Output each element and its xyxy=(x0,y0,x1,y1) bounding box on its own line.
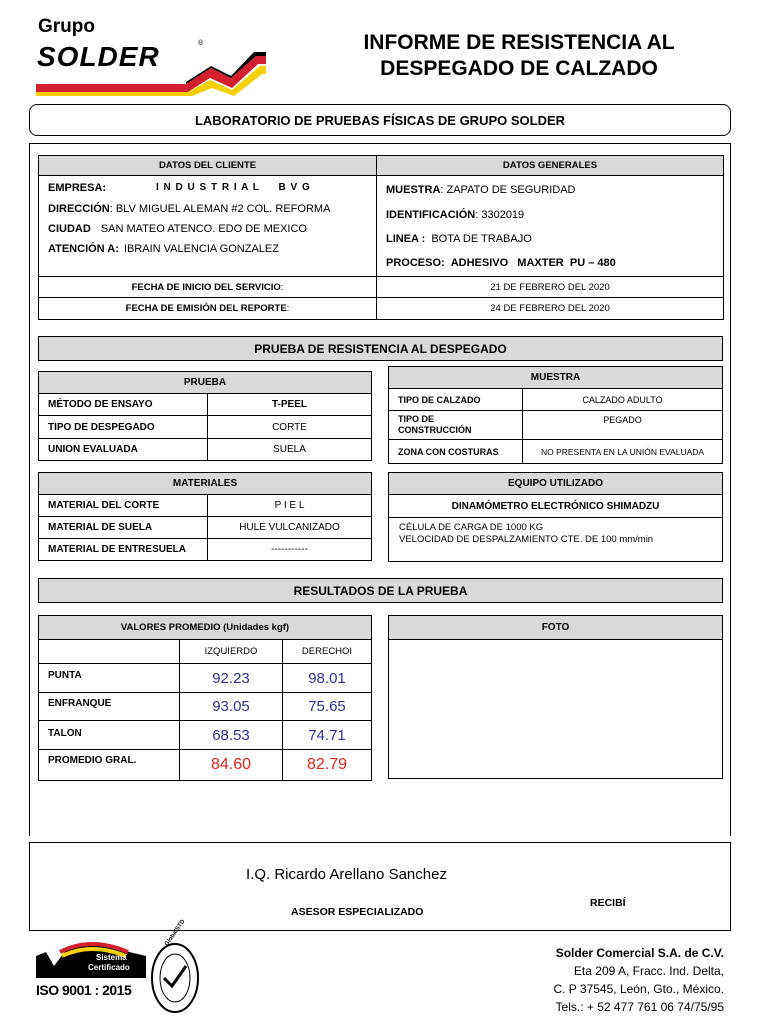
tipo-despegado-value: CORTE xyxy=(272,421,307,433)
direccion-label: DIRECCIÓN xyxy=(48,203,110,215)
muestra-label: MUESTRA xyxy=(386,184,441,196)
material-suela-label: MATERIAL DE SUELA xyxy=(48,522,153,533)
fecha-inicio-value: 21 DE FEBRERO DEL 2020 xyxy=(490,281,610,293)
section-resultados-title: RESULTADOS DE LA PRUEBA xyxy=(293,583,468,598)
signer-name: I.Q. Ricardo Arellano Sanchez xyxy=(246,866,447,883)
company-address1: Eta 209 A, Fracc. Ind. Delta, xyxy=(573,964,724,978)
fecha-emision-label: FECHA DE EMISIÓN DEL REPORTE xyxy=(125,303,287,314)
iso-text: ISO 9001 : 2015 xyxy=(36,982,132,998)
promedio-right-value: 82.79 xyxy=(306,756,348,773)
material-entresuela-value: ----------- xyxy=(271,544,308,555)
materiales-header xyxy=(38,472,372,495)
promedio-left-cell xyxy=(179,749,283,781)
muestra-row-value xyxy=(522,410,723,440)
valores-row-left xyxy=(179,663,283,693)
muestra-header xyxy=(388,366,723,389)
enfranque-label: ENFRANQUE xyxy=(48,698,112,709)
punta-left-value: 92.23 xyxy=(212,669,250,687)
valores-row-right xyxy=(282,720,372,750)
materiales-row-value xyxy=(207,538,372,561)
valores-col-left-header xyxy=(179,639,283,664)
promedio-left-value: 84.60 xyxy=(210,756,252,773)
fecha-emision-label-cell xyxy=(38,297,377,320)
equipo-line1: CÉLULA DE CARGA DE 1000 KG xyxy=(399,522,544,533)
report-title xyxy=(330,30,708,82)
globalstd-seal xyxy=(150,940,200,1016)
muestra-row-label xyxy=(388,439,523,464)
union-evaluada-label: UNION EVALUADA xyxy=(48,444,138,455)
section-despegado-header xyxy=(38,336,723,361)
muestra-value: : ZAPATO DE SEGURIDAD xyxy=(440,184,576,196)
prueba-row-label xyxy=(38,438,208,461)
valores-row-right xyxy=(282,663,372,693)
report-title-line2: DESPEGADO DE CALZADO xyxy=(380,57,658,80)
linea-value: BOTA DE TRABAJO xyxy=(431,233,532,245)
promedio-label-cell xyxy=(38,749,180,781)
materiales-row-label xyxy=(38,516,208,539)
metodo-ensayo-value: T-PEEL xyxy=(271,399,307,410)
empresa-value: I N D U S T R I A L B V G xyxy=(156,182,311,193)
muestra-row-label xyxy=(388,388,523,411)
sistema-text: Sistema xyxy=(96,953,127,962)
signer-role: ASESOR ESPECIALIZADO xyxy=(291,906,424,918)
materiales-row-label xyxy=(38,494,208,517)
material-entresuela-label: MATERIAL DE ENTRESUELA xyxy=(48,544,186,555)
valores-row-left xyxy=(179,720,283,750)
client-header-label: DATOS DEL CLIENTE xyxy=(158,160,257,171)
identificacion-label: IDENTIFICACIÓN xyxy=(386,209,476,221)
report-title-line1: INFORME DE RESISTENCIA AL xyxy=(363,31,675,54)
material-corte-label: MATERIAL DEL CORTE xyxy=(48,500,160,511)
company-name: Solder Comercial S.A. de C.V. xyxy=(555,946,724,960)
punta-right-value: 98.01 xyxy=(308,669,346,687)
client-empresa-row xyxy=(48,182,106,194)
enfranque-left-value: 93.05 xyxy=(212,698,250,715)
fecha-inicio-label: FECHA DE INICIO DEL SERVICIO xyxy=(131,281,281,293)
section-resultados-header xyxy=(38,578,723,603)
fecha-emision-value-cell xyxy=(376,297,724,320)
metodo-ensayo-label: MÉTODO DE ENSAYO xyxy=(48,399,153,410)
general-header-label: DATOS GENERALES xyxy=(502,160,598,171)
company-phone: Tels.: + 52 477 761 06 74/75/95 xyxy=(555,1000,724,1014)
fecha-inicio-label-cell xyxy=(38,276,377,298)
col-derecho-label: DERECHOI xyxy=(301,646,353,657)
proceso-value: ADHESIVO MAXTER PU – 480 xyxy=(450,257,616,269)
equipo-header xyxy=(388,472,723,495)
logo-registered-mark: ® xyxy=(198,40,204,47)
valores-row-label xyxy=(38,720,180,750)
promedio-gral-label: PROMEDIO GRAL. xyxy=(48,755,137,766)
punta-label: PUNTA xyxy=(48,670,82,681)
zona-costuras-value: NO PRESENTA EN LA UNIÓN EVALUADA xyxy=(540,446,705,457)
equipo-line2: VELOCIDAD DE DESPALZAMIENTO CTE. DE 100 mm/min xyxy=(399,534,654,545)
equipo-name-cell xyxy=(388,494,723,518)
col-izquierdo-label: IZQUIERDO xyxy=(204,646,258,657)
general-identificacion-row xyxy=(386,209,524,221)
valores-col-right-header xyxy=(282,639,372,664)
atencion-value: IBRAIN VALENCIA GONZALEZ xyxy=(123,243,279,255)
foto-image-area xyxy=(388,639,723,779)
globalstd-text: GlobalSTD xyxy=(164,918,187,948)
tipo-calzado-value: CALZADO ADULTO xyxy=(582,394,663,405)
enfranque-right-value: 75.65 xyxy=(308,698,346,715)
material-corte-value: P I E L xyxy=(274,500,305,511)
prueba-row-label xyxy=(38,393,208,416)
tipo-despegado-label: TIPO DE DESPEGADO xyxy=(48,421,155,433)
tipo-construccion-label: TIPO DE CONSTRUCCIÓN xyxy=(398,414,472,435)
lab-banner xyxy=(29,104,731,136)
logo-grupo-text: Grupo xyxy=(38,16,95,37)
direccion-value: : BLV MIGUEL ALEMAN #2 COL. REFORMA xyxy=(109,203,331,215)
company-address2: C. P 37545, León, Gto., México. xyxy=(553,982,724,996)
muestra-header-label: MUESTRA xyxy=(530,372,581,383)
zona-costuras-label: ZONA CON COSTURAS xyxy=(398,446,499,457)
foto-header xyxy=(388,615,723,640)
tipo-calzado-label: TIPO DE CALZADO xyxy=(398,394,481,405)
valores-row-right xyxy=(282,692,372,721)
lab-banner-text: LABORATORIO DE PRUEBAS FÍSICAS DE GRUPO SOLDER xyxy=(194,112,566,128)
client-atencion-row xyxy=(48,243,279,255)
general-header xyxy=(376,155,724,176)
promedio-right-cell xyxy=(282,749,372,781)
company-logo xyxy=(36,16,266,96)
prueba-header-label: PRUEBA xyxy=(183,377,227,388)
linea-label: LINEA : xyxy=(386,233,426,245)
logo-brand-text: SOLDER xyxy=(37,41,160,72)
talon-left-value: 68.53 xyxy=(212,726,250,744)
valores-row-label xyxy=(38,692,180,721)
recibi-label: RECIBÍ xyxy=(590,897,626,909)
general-muestra-row xyxy=(386,184,575,196)
client-header xyxy=(38,155,377,176)
prueba-row-value xyxy=(207,393,372,416)
ciudad-value: SAN MATEO ATENCO. EDO DE MEXICO xyxy=(100,223,307,235)
materiales-row-value xyxy=(207,516,372,539)
fecha-inicio-colon: : xyxy=(280,281,284,293)
prueba-row-value xyxy=(207,415,372,439)
atencion-label: ATENCIÓN A: xyxy=(48,243,119,255)
client-direccion-row xyxy=(48,203,330,215)
talon-right-value: 74.71 xyxy=(308,726,346,744)
valores-header xyxy=(38,615,372,640)
certified-system-graphic xyxy=(36,942,146,978)
materiales-row-value xyxy=(207,494,372,517)
muestra-row-label xyxy=(388,410,523,440)
materiales-header-label: MATERIALES xyxy=(172,478,238,489)
muestra-row-value xyxy=(522,439,723,464)
company-info xyxy=(440,944,724,1016)
fecha-emision-value: 24 DE FEBRERO DEL 2020 xyxy=(490,303,610,314)
certificado-text: Certificado xyxy=(88,963,130,972)
prueba-row-label xyxy=(38,415,208,439)
equipo-details-cell xyxy=(388,517,723,562)
valores-header-label: VALORES PROMEDIO (Unidades kgf) xyxy=(120,622,290,633)
union-evaluada-value: SUELA xyxy=(273,444,306,455)
equipo-name: DINAMÓMETRO ELECTRÓNICO SHIMADZU xyxy=(451,500,660,512)
prueba-row-value xyxy=(207,438,372,461)
proceso-label: PROCESO: xyxy=(386,257,445,269)
client-ciudad-row xyxy=(48,223,307,235)
ciudad-label: CIUDAD xyxy=(48,223,91,235)
section-despegado-title: PRUEBA DE RESISTENCIA AL DESPEGADO xyxy=(254,341,507,356)
valores-blank-corner xyxy=(38,639,180,664)
materiales-row-label xyxy=(38,538,208,561)
iso-certification-logo xyxy=(34,918,204,1018)
talon-label: TALON xyxy=(48,728,82,739)
general-linea-row xyxy=(386,233,532,245)
foto-header-label: FOTO xyxy=(541,622,570,633)
equipo-header-label: EQUIPO UTILIZADO xyxy=(508,478,603,489)
prueba-header xyxy=(38,371,372,394)
valores-row-label xyxy=(38,663,180,693)
fecha-inicio-value-cell xyxy=(376,276,724,298)
fecha-emision-colon: : xyxy=(286,303,290,314)
valores-row-left xyxy=(179,692,283,721)
material-suela-value: HULE VULCANIZADO xyxy=(239,522,340,533)
identificacion-value: : 3302019 xyxy=(475,209,525,221)
tipo-construccion-value: PEGADO xyxy=(603,415,642,425)
muestra-row-value xyxy=(522,388,723,411)
general-proceso-row xyxy=(386,257,616,269)
empresa-label: EMPRESA: xyxy=(48,182,107,194)
